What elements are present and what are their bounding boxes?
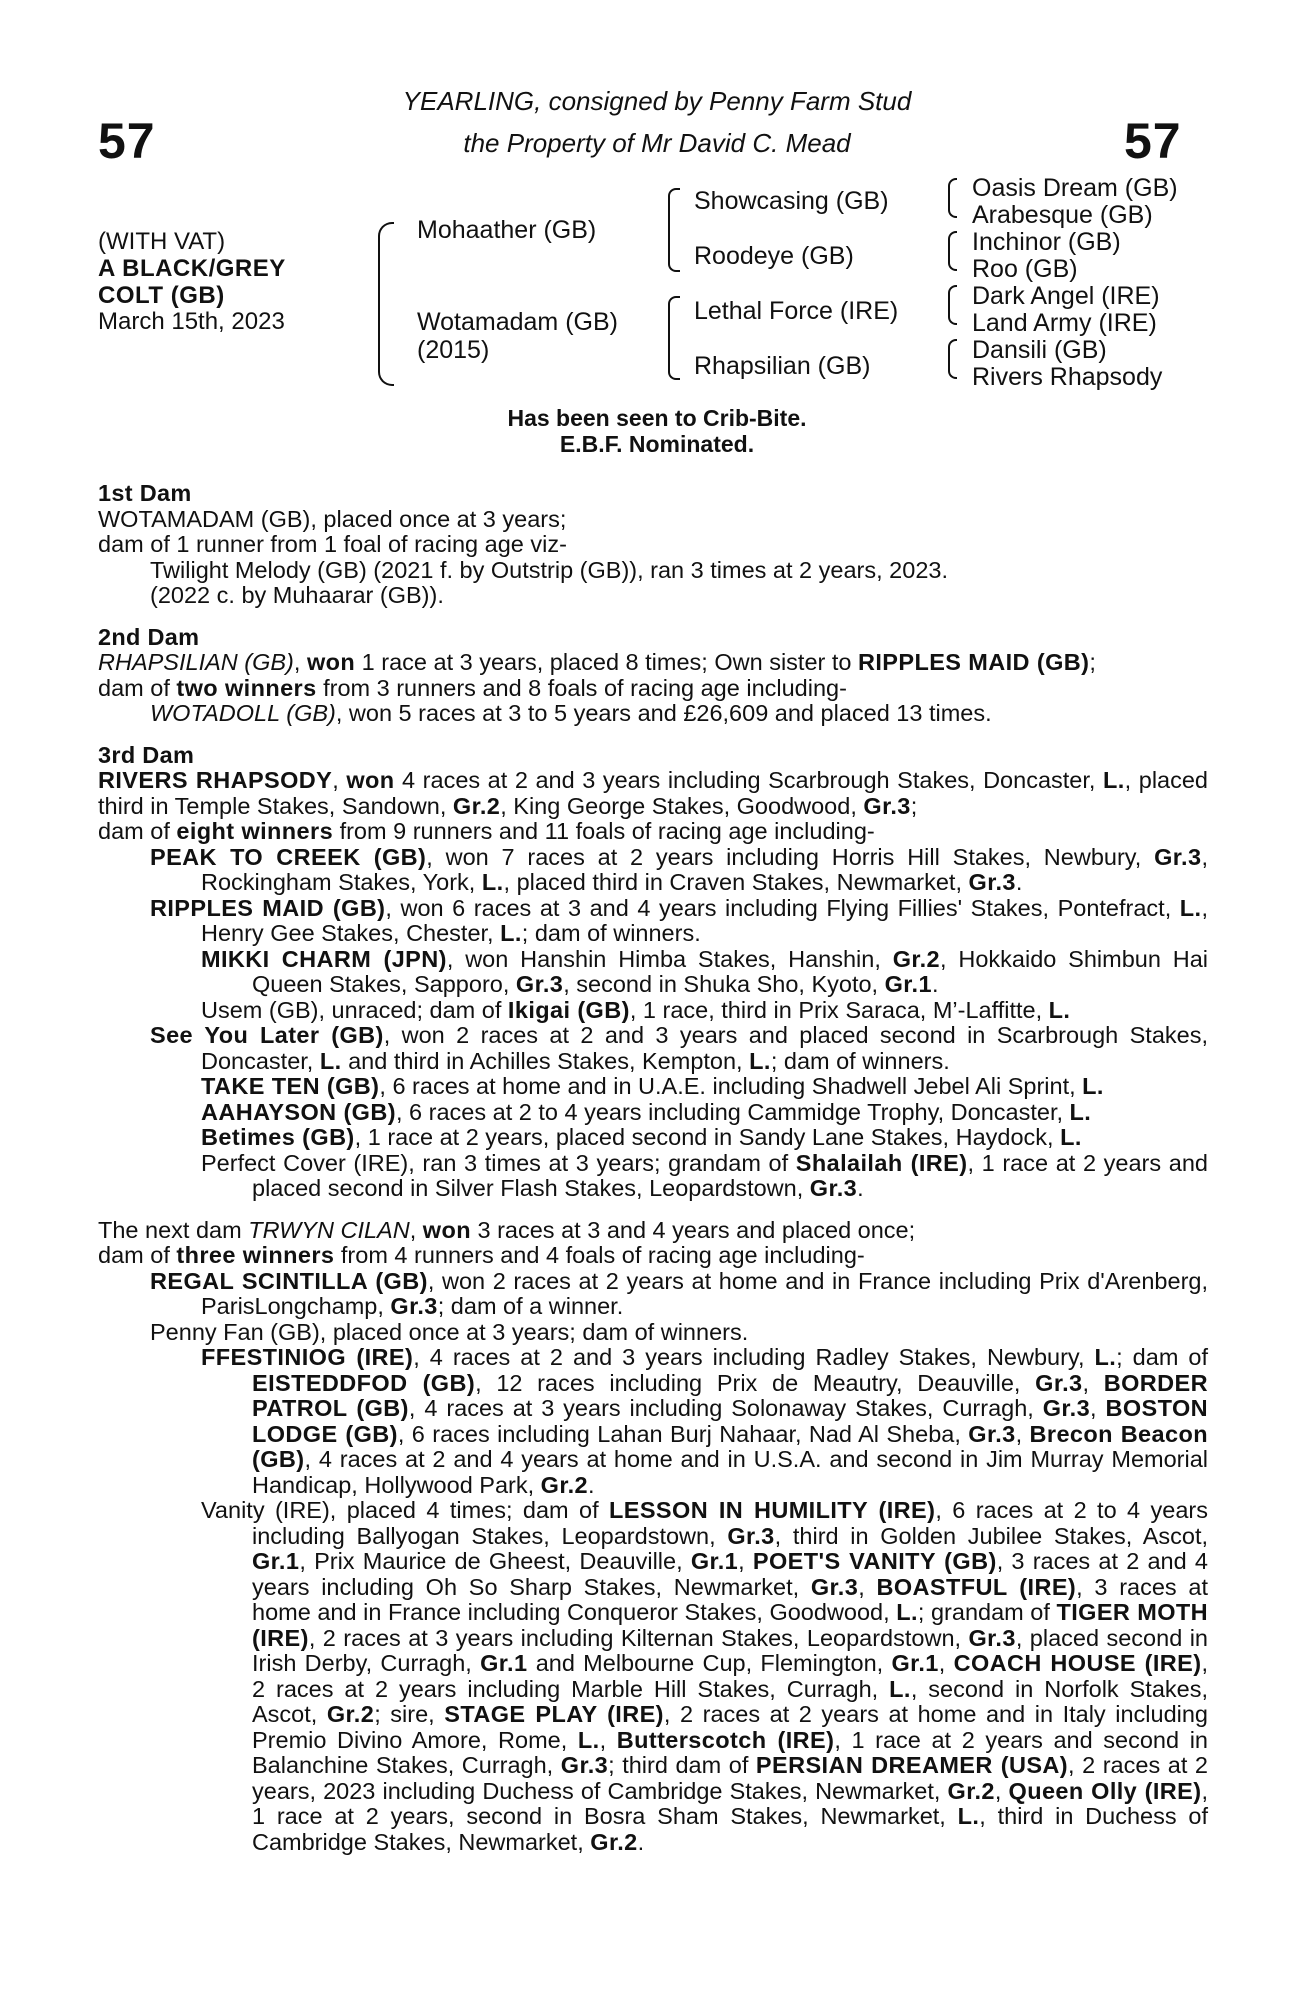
text-segment: ,: [1015, 1420, 1030, 1447]
pedigree-brace-main: [378, 222, 394, 386]
text-segment: , won 2 races at 2 and 3 years and placed second in Scarbrough Stakes, Doncaster,: [201, 1022, 1208, 1074]
produce-aahayson: [98, 1100, 1208, 1126]
produce-betimes: [98, 1125, 1208, 1151]
text-segment: and Melbourne Cup, Flemington,: [527, 1650, 892, 1676]
text-segment: ,: [409, 1216, 423, 1243]
bold-segment: L.: [319, 1047, 342, 1074]
bold-segment: FFESTINIOG (IRE): [201, 1344, 414, 1370]
produce-perfect-cover: [98, 1151, 1208, 1202]
text-segment: from 9 runners and 11 foals of racing age including-: [333, 818, 875, 844]
bold-segment: STAGE PLAY (IRE): [444, 1701, 664, 1727]
bold-segment: Shalailah (IRE): [795, 1149, 968, 1176]
text-segment: , 1 race, third in Prix Saraca, M’-Laffitte,: [629, 996, 1049, 1023]
pedigree-brace-g3-3: [948, 285, 957, 325]
bold-segment: Gr.3: [727, 1522, 775, 1549]
bold-segment: COACH HOUSE (IRE): [953, 1650, 1202, 1676]
bold-segment: Gr.3: [968, 869, 1016, 895]
italic-segment: TRWYN CILAN: [248, 1216, 410, 1243]
second-dam-heading: 2nd Dam: [98, 623, 200, 650]
bold-segment: Gr.3: [560, 1752, 609, 1778]
next-dam-produce-summary: [98, 1243, 1208, 1269]
text-segment: , 1 race at 2 years and second in Balanchine Stakes, Curragh,: [252, 1726, 1208, 1778]
text-segment: .: [1015, 869, 1023, 895]
bold-segment: L.: [749, 1047, 771, 1074]
text-segment: ;: [910, 792, 918, 819]
bold-segment: LESSON IN HUMILITY (IRE): [609, 1497, 936, 1523]
foaling-date: March 15th, 2023: [98, 308, 285, 335]
text-segment: , Henry Gee Stakes, Chester,: [201, 894, 1209, 946]
bold-segment: Gr.1: [884, 971, 932, 997]
text-segment: ; sire,: [374, 1701, 445, 1727]
bold-segment: Gr.3: [968, 1420, 1016, 1447]
bold-segment: Gr.3: [809, 1175, 858, 1201]
pedigree-g3-3: Inchinor (GB): [972, 228, 1121, 256]
bold-segment: Gr.3: [968, 1624, 1016, 1651]
crib-bite-note: Has been seen to Crib-Bite.: [507, 405, 807, 431]
text-segment: , 1 race at 2 years, placed second in Sandy Lane Stakes, Haydock,: [354, 1124, 1061, 1150]
text-segment: ; dam of winners.: [770, 1047, 950, 1074]
text-segment: , third in Golden Jubilee Stakes, Ascot,: [774, 1522, 1208, 1549]
text-segment: ; dam of: [1116, 1344, 1208, 1370]
text-segment: , 1 race at 2 years and placed second in Silver Flash Stakes, Leopardstown,: [252, 1149, 1208, 1201]
text-segment: , 4 races at 2 and 3 years including Radley Stakes, Newbury,: [413, 1344, 1095, 1370]
catalogue-body: [98, 481, 1208, 1855]
text-segment: , 6 races at 2 to 4 years including Cammidge Trophy, Doncaster,: [395, 1098, 1070, 1125]
text-segment: , 6 races including Lahan Burj Nahaar, Nad Al Sheba,: [397, 1420, 969, 1447]
text-segment: , 2 races at 3 years including Kilternan Stakes, Leopardstown,: [308, 1624, 969, 1651]
produce-vanity: [98, 1498, 1208, 1855]
horse-description-2: COLT (GB): [98, 282, 225, 309]
text-segment: Perfect Cover (IRE), ran 3 times at 3 years; grandam of: [201, 1149, 796, 1176]
text-segment: ,: [994, 1777, 1009, 1804]
text-segment: , 1 race at 2 years, second in Bosra Sham Stakes, Newmarket,: [252, 1777, 1209, 1829]
bold-segment: L.: [577, 1726, 600, 1753]
bold-segment: BOSTON LODGE (GB): [252, 1395, 1208, 1447]
text-segment: , third in Duchess of Cambridge Stakes, Newmarket,: [252, 1803, 1208, 1855]
pedigree-brace-g3-1: [948, 178, 957, 218]
third-dam-heading: 3rd Dam: [98, 741, 195, 768]
text-segment: , 2 races at 2 years, 2023 including Duchess of Cambridge Stakes, Newmarket,: [252, 1752, 1208, 1804]
bold-segment: L.: [481, 869, 504, 895]
pedigree-dam: Wotamadam (GB): [417, 308, 618, 336]
second-dam-line: RHAPSILIAN (GB), won 1 race at 3 years, placed 8 times; Own sister to RIPPLES MAID (GB);: [98, 649, 1096, 675]
text-segment: 4 races at 2 and 3 years including Scarbrough Stakes, Doncaster,: [394, 767, 1103, 793]
text-segment: ,: [938, 1650, 954, 1676]
horse-description-1: A BLACK/GREY: [98, 255, 286, 282]
header-property: the Property of Mr David C. Mead: [463, 128, 851, 158]
bold-segment: Gr.2: [892, 945, 941, 972]
third-dam-line: [98, 768, 1208, 819]
bold-segment: Queen Olly (IRE): [1008, 1777, 1202, 1804]
text-segment: The next dam: [98, 1216, 249, 1243]
text-segment: , 4 races at 3 years including Solonaway Stakes, Curragh,: [408, 1395, 1043, 1421]
bold-segment: TIGER MOTH (IRE): [252, 1599, 1208, 1651]
text-segment: Vanity (IRE), placed 4 times; dam of: [201, 1497, 610, 1523]
bold-segment: Gr.2: [452, 792, 501, 819]
text-segment: .: [637, 1828, 645, 1855]
text-segment: , 6 races at 2 to 4 years including Ballyogan Stakes, Leopardstown,: [252, 1497, 1208, 1549]
produce-peak-to-creek: [98, 845, 1208, 896]
pedigree-brace-g3-4: [948, 339, 957, 379]
produce-see-you-later: [98, 1023, 1208, 1074]
bold-segment: Gr.3: [863, 792, 911, 819]
bold-segment: Gr.2: [590, 1828, 638, 1855]
bold-segment: See You Later (GB): [150, 1022, 384, 1048]
text-segment: , second in Norfolk Stakes, Ascot,: [252, 1675, 1208, 1727]
pedigree-g3-2: Arabesque (GB): [972, 201, 1153, 229]
bold-segment: PERSIAN DREAMER (USA): [755, 1752, 1068, 1778]
pedigree-sire: Mohaather (GB): [417, 216, 597, 244]
bold-segment: Gr.3: [1154, 843, 1202, 870]
bold-segment: REGAL SCINTILLA (GB): [150, 1267, 428, 1294]
first-dam-heading: 1st Dam: [98, 480, 192, 506]
bold-segment: L.: [1060, 1124, 1082, 1150]
text-segment: , won 2 races at 2 years at home and in France including Prix d'Arenberg, ParisLongchamp,: [201, 1267, 1208, 1319]
text-segment: , second in Shuka Sho, Kyoto,: [563, 971, 885, 997]
text-segment: , 3 races at home and in France including Conqueror Stakes, Goodwood,: [252, 1573, 1208, 1625]
text-segment: , 12 races including Prix de Meautry, Deauville,: [475, 1369, 1036, 1396]
text-segment: ; third dam of: [608, 1752, 756, 1778]
text-segment: , won 6 races at 3 and 4 years including Flying Fillies' Stakes, Pontefract,: [385, 894, 1180, 921]
pedigree-dam-sire: Lethal Force (IRE): [694, 297, 899, 325]
bold-segment: Brecon Beacon (GB): [252, 1420, 1208, 1472]
bold-segment: Gr.3: [515, 971, 564, 997]
text-segment: , 4 races at 2 and 4 years at home and in U.S.A. and second in Jim Murray Memorial Handicap, Hollywood Park,: [252, 1446, 1208, 1498]
text-segment: Usem (GB), unraced; dam of: [201, 996, 508, 1023]
pedigree-g3-6: Land Army (IRE): [972, 309, 1157, 337]
bold-segment: Gr.3: [810, 1573, 859, 1600]
header-consignor: YEARLING, consigned by Penny Farm Stud: [402, 86, 912, 116]
bold-segment: L.: [1069, 1098, 1092, 1125]
dam-name: RHAPSILIAN (GB): [98, 649, 294, 675]
bold-segment: BOASTFUL (IRE): [876, 1573, 1077, 1600]
bold-segment: L.: [1179, 894, 1202, 921]
pedigree-g3-1: Oasis Dream (GB): [972, 174, 1178, 202]
text-segment: , Prix Maurice de Gheest, Deauville,: [299, 1548, 691, 1574]
pedigree-sire-dam: Roodeye (GB): [694, 242, 854, 270]
text-segment: .: [931, 971, 939, 997]
bold-segment: Gr.2: [540, 1471, 588, 1498]
vat-label: (WITH VAT): [98, 228, 226, 255]
bold-segment: Gr.3: [1042, 1395, 1091, 1421]
bold-segment: L.: [1048, 996, 1071, 1023]
text-segment: , 2 races at 2 years at home and in Italy including Premio Divino Amore, Rome,: [252, 1701, 1208, 1753]
text-segment: , placed third in Craven Stakes, Newmarket,: [503, 869, 969, 895]
pedigree-brace-dam: [668, 296, 680, 380]
first-dam-line: WOTAMADAM (GB), placed once at 3 years;: [98, 505, 567, 532]
text-segment: .: [588, 1471, 595, 1498]
bold-segment: won: [422, 1216, 471, 1243]
bold-segment: Gr.2: [947, 1777, 995, 1804]
bold-segment: POET'S VANITY (GB): [752, 1548, 997, 1574]
text-segment: ,: [332, 767, 347, 793]
produce-penny-fan: Penny Fan (GB), placed once at 3 years; dam of winners.: [150, 1318, 749, 1345]
text-segment: from 4 runners and 4 foals of racing age including-: [334, 1242, 865, 1268]
text-segment: , 6 races at home and in U.A.E. including Shadwell Jebel Ali Sprint,: [379, 1073, 1083, 1099]
third-dam-produce-summary: [98, 819, 1208, 845]
bold-segment: L.: [889, 1675, 911, 1702]
bold-segment: PEAK TO CREEK (GB): [150, 843, 427, 870]
bold-segment: Gr.1: [480, 1650, 528, 1676]
pedigree-g3-4: Roo (GB): [972, 255, 1078, 283]
ebf-note: E.B.F. Nominated.: [559, 431, 755, 457]
first-dam-produce-1: Twilight Melody (GB) (2021 f. by Outstrip (GB)), ran 3 times at 2 years, 2023.: [150, 556, 948, 583]
text-segment: ,: [738, 1548, 753, 1574]
second-dam-produce-1: WOTADOLL (GB), won 5 races at 3 to 5 years and £26,609 and placed 13 times.: [150, 700, 992, 726]
produce-regal-scintilla: [98, 1269, 1208, 1320]
bold-segment: Betimes (GB): [201, 1124, 355, 1150]
text-segment: , King George Stakes, Goodwood,: [500, 792, 864, 819]
bold-segment: RIPPLES MAID (GB): [150, 894, 386, 921]
text-segment: ,: [1090, 1395, 1106, 1421]
bold-segment: three winners: [176, 1242, 335, 1268]
produce-ripples-maid: [98, 896, 1208, 947]
bold-segment: Gr.1: [690, 1548, 739, 1574]
next-dam-line: [98, 1218, 1208, 1244]
pedigree-g3-5: Dark Angel (IRE): [972, 282, 1160, 310]
first-dam-produce-summary: dam of 1 runner from 1 foal of racing age viz-: [98, 531, 567, 557]
bold-segment: L.: [1082, 1073, 1104, 1099]
bold-segment: eight winners: [176, 818, 334, 844]
bold-segment: AAHAYSON (GB): [201, 1098, 396, 1125]
text-segment: ; dam of a winner.: [437, 1293, 624, 1319]
second-dam-produce-summary: dam of two winners from 3 runners and 8 foals of racing age including-: [98, 674, 847, 701]
text-segment: .: [857, 1175, 864, 1201]
pedigree-brace-g3-2: [948, 231, 957, 271]
bold-segment: won: [346, 767, 395, 793]
text-segment: , placed second in Irish Derby, Curragh,: [252, 1624, 1209, 1676]
bold-segment: Ikigai (GB): [507, 996, 630, 1023]
bold-segment: EISTEDDFOD (GB): [252, 1369, 476, 1396]
bold-segment: Gr.1: [252, 1548, 300, 1574]
produce-ffestiniog: [98, 1345, 1208, 1498]
bold-segment: Gr.1: [891, 1650, 939, 1676]
bold-segment: Gr.3: [390, 1293, 438, 1319]
bold-segment: Gr.3: [1035, 1369, 1083, 1396]
bold-segment: Butterscotch (IRE): [616, 1726, 835, 1753]
produce-usem: [98, 998, 1208, 1024]
pedigree-brace-sire: [668, 188, 680, 272]
text-segment: dam of: [98, 1242, 177, 1268]
bold-segment: MIKKI CHARM (JPN): [201, 945, 447, 972]
text-segment: 3 races at 3 and 4 years and placed once;: [470, 1216, 916, 1243]
text-segment: ,: [858, 1573, 877, 1600]
text-segment: ,: [599, 1726, 617, 1753]
text-segment: , Rockingham Stakes, York,: [201, 843, 1208, 895]
bold-segment: L.: [500, 920, 522, 946]
bold-segment: TAKE TEN (GB): [201, 1073, 380, 1099]
text-segment: , won 7 races at 2 years including Horris Hill Stakes, Newbury,: [426, 843, 1155, 870]
bold-segment: RIVERS RHAPSODY: [98, 767, 333, 793]
first-dam-produce-2: (2022 c. by Muhaarar (GB)).: [150, 582, 444, 608]
text-segment: , Hokkaido Shimbun Hai Queen Stakes, Sapporo,: [252, 945, 1208, 997]
bold-segment: L.: [1094, 1344, 1117, 1370]
bold-segment: L.: [957, 1803, 980, 1829]
pedigree-dam-dam: Rhapsilian (GB): [694, 352, 871, 380]
text-segment: , 2 races at 2 years including Marble Hill Stakes, Curragh,: [252, 1650, 1209, 1702]
text-segment: ; dam of winners.: [521, 920, 701, 946]
text-segment: and third in Achilles Stakes, Kempton,: [341, 1047, 750, 1074]
lot-number-right: 57: [1124, 113, 1182, 169]
pedigree-g3-8: Rivers Rhapsody: [972, 363, 1163, 391]
bold-segment: L.: [1102, 767, 1125, 793]
text-segment: ,: [1082, 1369, 1104, 1396]
bold-segment: Gr.2: [326, 1701, 375, 1727]
pedigree-dam-year: (2015): [417, 336, 490, 364]
pedigree-sire-sire: Showcasing (GB): [694, 187, 889, 215]
bold-segment: BORDER PATROL (GB): [252, 1369, 1208, 1421]
text-segment: , 3 races at 2 and 4 years including Oh So Sharp Stakes, Newmarket,: [252, 1548, 1208, 1600]
text-segment: ; grandam of: [917, 1599, 1057, 1625]
lot-number-left: 57: [98, 113, 156, 169]
produce-mikki-charm: [98, 947, 1208, 998]
text-segment: , placed third in Temple Stakes, Sandown,: [98, 767, 1208, 819]
text-segment: dam of: [98, 818, 177, 844]
text-segment: , won Hanshin Himba Stakes, Hanshin,: [446, 945, 893, 972]
bold-segment: L.: [896, 1599, 918, 1625]
pedigree-g3-7: Dansili (GB): [972, 336, 1107, 364]
produce-take-ten: [98, 1074, 1208, 1100]
